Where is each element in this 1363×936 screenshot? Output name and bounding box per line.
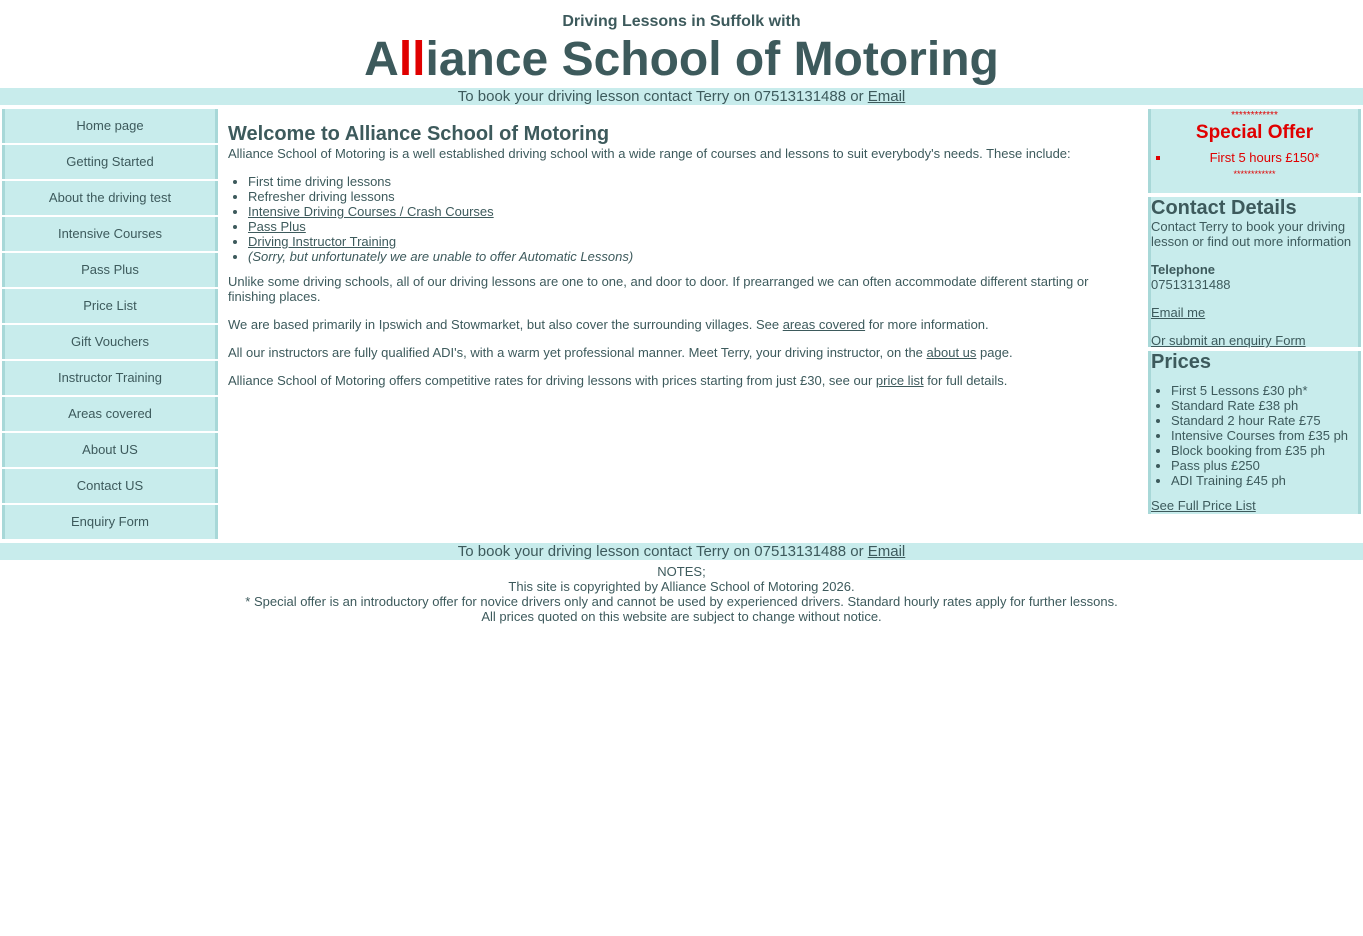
door-to-door-text: Unlike some driving schools, all of our driving lessons are one to one, and door to door. If prearranged we can often accommodate different starting or finishing places. — [228, 274, 1089, 304]
about-us-link[interactable]: about us — [926, 345, 977, 360]
automatic-note: (Sorry, but unfortunately we are unable to offer Automatic Lessons) — [248, 249, 634, 264]
site-header — [0, 0, 1363, 88]
special-offer-panel — [1148, 109, 1361, 193]
nav-item-about-us[interactable]: About US — [2, 433, 218, 467]
rates-text-after: for full details. — [923, 373, 1008, 388]
instructors-text-before: All our instructors are fully qualified ADI's, with a warm yet professional manner. Meet Terry, your driving instructor, on the — [228, 345, 927, 360]
email-me-row — [1151, 305, 1358, 320]
booking-text: To book your driving lesson contact Terry on 07513131488 or — [457, 88, 868, 105]
email-me-link[interactable]: Email me — [1151, 305, 1206, 320]
price-item: • First 5 Lessons £30 ph* — [1171, 383, 1358, 398]
price-item: • Pass plus £250 — [1171, 458, 1358, 473]
prices-panel — [1148, 351, 1361, 514]
list-item — [248, 234, 1128, 249]
nav-item-gift-vouchers[interactable]: Gift Vouchers — [2, 325, 218, 359]
main-content — [228, 122, 1128, 388]
offer-title: Special Offer — [1195, 122, 1314, 143]
areas-text-before: We are based primarily in Ipswich and Stowmarket, but also cover the surrounding villages. See — [228, 317, 783, 332]
offer-item: ▪ First 5 hours £150* — [1171, 150, 1358, 165]
nav-item-contact-us[interactable]: Contact US — [2, 469, 218, 503]
offer-stars-bottom: ************ — [1233, 169, 1276, 179]
full-price-list-link[interactable]: See Full Price List — [1151, 498, 1256, 513]
booking-bar-top — [0, 88, 1363, 105]
booking-text: To book your driving lesson contact Terry on 07513131488 or — [457, 543, 868, 560]
telephone-label — [1151, 262, 1358, 277]
contact-text: Contact Terry to book your driving lesson or find out more information — [1151, 219, 1352, 249]
booking-email-link[interactable]: Email — [867, 543, 906, 560]
list-item — [248, 249, 1128, 264]
site-brand-title — [0, 34, 1363, 88]
intro-text: Alliance School of Motoring is a well established driving school with a wide range of courses and lessons to suit everybody's needs. These include: — [228, 146, 1071, 161]
nav-item-instructor-training[interactable]: Instructor Training — [2, 361, 218, 395]
price-item: • Standard 2 hour Rate £75 — [1171, 413, 1358, 428]
price-item: • ADI Training £45 ph — [1171, 473, 1358, 488]
offer-list — [1151, 150, 1358, 165]
booking-email-link[interactable]: Email — [867, 88, 906, 105]
booking-bar-bottom — [0, 543, 1363, 560]
brand-rest: iance School of Motoring — [425, 33, 999, 86]
offer-stars-top: ************ — [1231, 110, 1278, 121]
nav-item-enquiry-form[interactable]: Enquiry Form — [2, 505, 218, 539]
price-item: • Standard Rate £38 ph — [1171, 398, 1358, 413]
intensive-courses-link[interactable]: Intensive Driving Courses / Crash Courses — [248, 204, 494, 219]
list-item — [248, 204, 1128, 219]
lessons-list — [228, 174, 1128, 264]
contact-title: Contact Details — [1151, 197, 1297, 219]
price-list-link[interactable]: price list — [875, 373, 924, 388]
areas-text-after: for more information. — [865, 317, 989, 332]
footer-notes — [0, 564, 1363, 624]
notes-heading: NOTES; — [657, 564, 706, 579]
nav-item-pass-plus[interactable]: Pass Plus — [2, 253, 218, 287]
prices-disclaimer: All prices quoted on this website are subject to change without notice. — [481, 609, 882, 624]
areas-text — [228, 317, 1128, 332]
list-item: • Refresher driving lessons — [248, 189, 1128, 204]
rates-text-before: Alliance School of Motoring offers competitive rates for driving lessons with prices starting from just £30, see our — [228, 373, 876, 388]
brand-letter-a: A — [364, 33, 399, 86]
nav-item-getting-started[interactable]: Getting Started — [2, 145, 218, 179]
brand-letters-ll: ll — [398, 33, 426, 86]
areas-covered-link[interactable]: areas covered — [782, 317, 866, 332]
instructors-text — [228, 345, 1128, 360]
enquiry-form-link[interactable]: Or submit an enquiry Form — [1151, 333, 1306, 348]
list-item: • First time driving lessons — [248, 174, 1128, 189]
nav-item-intensive-courses[interactable]: Intensive Courses — [2, 217, 218, 251]
instructor-training-link[interactable]: Driving Instructor Training — [248, 234, 397, 249]
telephone-label-text: Telephone — [1151, 262, 1216, 277]
list-item — [248, 219, 1128, 234]
nav-item-home[interactable]: Home page — [2, 109, 218, 143]
rates-text — [228, 373, 1128, 388]
prices-title: Prices — [1151, 351, 1212, 373]
prices-list — [1151, 383, 1358, 488]
nav-item-areas-covered[interactable]: Areas covered — [2, 397, 218, 431]
site-tagline: Driving Lessons in Suffolk with — [562, 13, 801, 30]
telephone-value: 07513131488 — [1151, 277, 1231, 292]
copyright-text: This site is copyrighted by Alliance School of Motoring 2026. — [508, 579, 855, 594]
offer-disclaimer: * Special offer is an introductory offer for novice drivers only and cannot be used by experienced drivers. Standard hourly rates apply for further lessons. — [245, 594, 1118, 609]
instructors-text-after: page. — [976, 345, 1013, 360]
price-item: • Block booking from £35 ph — [1171, 443, 1358, 458]
pass-plus-link[interactable]: Pass Plus — [248, 219, 306, 234]
nav-item-price-list[interactable]: Price List — [2, 289, 218, 323]
nav-item-driving-test[interactable]: About the driving test — [2, 181, 218, 215]
price-item: • Intensive Courses from £35 ph — [1171, 428, 1358, 443]
sidebar-nav — [2, 109, 218, 541]
page-title: Welcome to Alliance School of Motoring — [228, 123, 610, 145]
contact-details-panel — [1148, 197, 1361, 347]
enquiry-form-row — [1151, 333, 1358, 348]
